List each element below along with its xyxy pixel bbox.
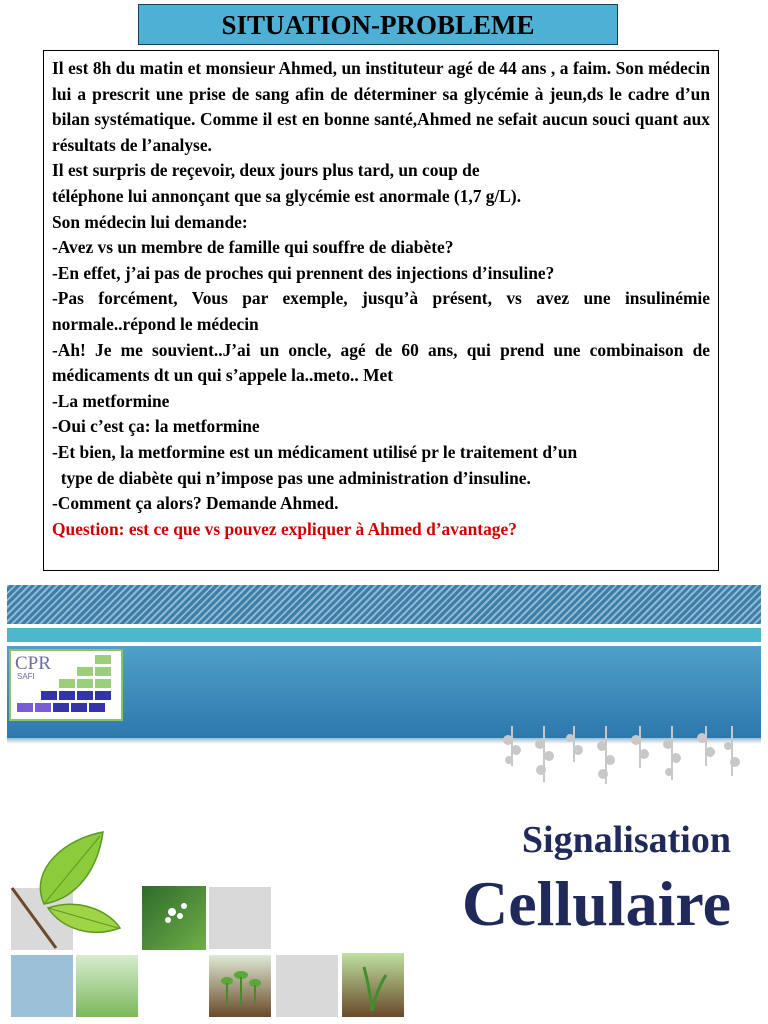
blue-tile bbox=[11, 955, 73, 1017]
slide-title-line-2: Cellulaire bbox=[462, 868, 731, 939]
plant-soil-photo bbox=[342, 953, 404, 1017]
gray-tile bbox=[209, 887, 271, 949]
dialogue-line-2: -En effet, j’ai pas de proches qui prennent des injections d’insuline? bbox=[52, 262, 555, 283]
logo-text: CPR bbox=[15, 653, 51, 674]
question-line: Question: est ce que vs pouvez expliquer à Ahmed d’avantage? bbox=[52, 518, 517, 539]
page-title: SITUATION-PROBLEME bbox=[221, 10, 535, 40]
hanging-vines-decoration bbox=[500, 726, 740, 788]
paragraph-surprise-1: Il est surpris de reçevoir, deux jours plus tard, un coup de bbox=[52, 160, 480, 181]
leaf-branch-illustration bbox=[8, 828, 126, 952]
dialogue-line-5: -La metformine bbox=[52, 390, 170, 411]
dialogue-line-1: -Avez vs un membre de famille qui souffre de diabète? bbox=[52, 237, 454, 258]
dialogue-line-4: -Ah! Je me souvient..J’ai un oncle, agé de 60 ans, qui prend une combinaison de médicaments dt un qui s’appele la..meto.. Met bbox=[52, 339, 710, 386]
dialogue-line-8: -Comment ça alors? Demande Ahmed. bbox=[52, 493, 339, 514]
logo-subtext: SAFI bbox=[17, 672, 35, 681]
seedlings-photo bbox=[209, 955, 271, 1017]
situation-text-box bbox=[43, 50, 719, 571]
slide-title-line-1: Signalisation bbox=[521, 819, 731, 861]
dialogue-line-6: -Oui c’est ça: la metformine bbox=[52, 416, 260, 437]
sprout-photo bbox=[76, 955, 138, 1017]
paragraph-surprise-2: téléphone lui annonçant que sa glycémie est anormale (1,7 g/L). bbox=[52, 185, 522, 206]
cpr-safi-logo bbox=[9, 649, 123, 721]
hatched-stripe bbox=[7, 585, 761, 624]
teal-band bbox=[7, 628, 761, 642]
page-title-box bbox=[138, 4, 618, 45]
title-slide bbox=[0, 580, 768, 1024]
dialogue-line-7a: -Et bien, la metformine est un médicament utilisé pr le traitement d’un bbox=[52, 441, 578, 462]
dialogue-line-7b: type de diabète qui n’impose pas une administration d’insuline. bbox=[52, 467, 531, 488]
paragraph-doctor-asks: Son médecin lui demande: bbox=[52, 211, 248, 232]
paragraph-intro: Il est 8h du matin et monsieur Ahmed, un instituteur agé de 44 ans , a faim. Son médecin lui a prescrit une prise de sang afin de déterminer sa glycémie à jeun,ds le cadre d’un bilan systématique. Comme il est en bonne santé,Ahmed ne sefait aucun souci quant aux résultats de l’analyse. bbox=[52, 58, 710, 155]
gray-tile bbox=[276, 955, 338, 1017]
dialogue-line-3: -Pas forcément, Vous par exemple, jusqu’à présent, vs avez une insulinémie normale..répond le médecin bbox=[52, 288, 710, 334]
flower-photo bbox=[142, 886, 206, 950]
